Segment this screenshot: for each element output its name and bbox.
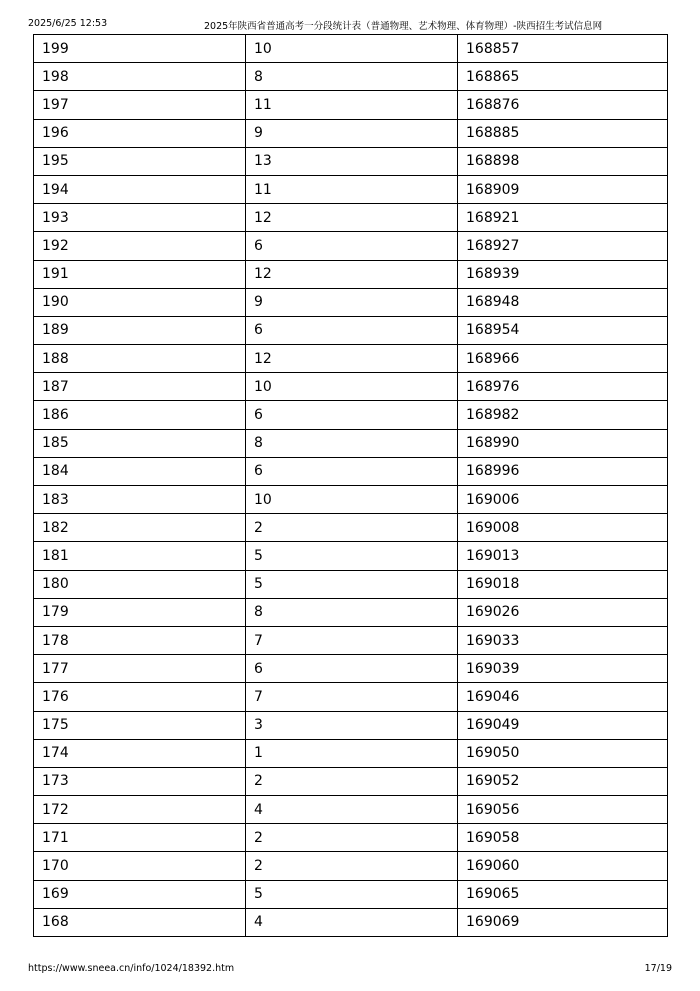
cumulative-cell: 169039 — [458, 655, 668, 683]
table-row — [34, 852, 668, 880]
count-cell: 12 — [246, 345, 458, 373]
cumulative-cell: 169056 — [458, 796, 668, 824]
cumulative-cell: 169006 — [458, 486, 668, 514]
score-cell: 197 — [34, 91, 246, 119]
count-cell: 9 — [246, 288, 458, 316]
table-row — [34, 373, 668, 401]
table-row — [34, 457, 668, 485]
score-cell: 173 — [34, 767, 246, 795]
cumulative-cell: 169065 — [458, 880, 668, 908]
table-body — [34, 35, 668, 937]
score-cell: 180 — [34, 570, 246, 598]
cumulative-cell: 168927 — [458, 232, 668, 260]
count-cell: 4 — [246, 796, 458, 824]
cumulative-cell: 169052 — [458, 767, 668, 795]
cumulative-cell: 169049 — [458, 711, 668, 739]
score-cell: 192 — [34, 232, 246, 260]
table-row — [34, 175, 668, 203]
cumulative-cell: 168954 — [458, 316, 668, 344]
table-row — [34, 147, 668, 175]
table-row — [34, 739, 668, 767]
table-row — [34, 570, 668, 598]
score-cell: 169 — [34, 880, 246, 908]
cumulative-cell: 169013 — [458, 542, 668, 570]
count-cell: 5 — [246, 542, 458, 570]
count-cell: 2 — [246, 824, 458, 852]
score-cell: 178 — [34, 626, 246, 654]
table-row — [34, 35, 668, 63]
count-cell: 11 — [246, 91, 458, 119]
table-row — [34, 908, 668, 936]
cumulative-cell: 169008 — [458, 514, 668, 542]
count-cell: 1 — [246, 739, 458, 767]
cumulative-cell: 169050 — [458, 739, 668, 767]
table-row — [34, 204, 668, 232]
score-cell: 188 — [34, 345, 246, 373]
score-cell: 189 — [34, 316, 246, 344]
score-cell: 168 — [34, 908, 246, 936]
score-cell: 182 — [34, 514, 246, 542]
cumulative-cell: 169046 — [458, 683, 668, 711]
page-title: 2025年陕西省普通高考一分段统计表（普通物理、艺术物理、体育物理）-陕西招生考试信息网 — [204, 21, 603, 32]
count-cell: 8 — [246, 598, 458, 626]
cumulative-cell: 169018 — [458, 570, 668, 598]
score-cell: 194 — [34, 175, 246, 203]
count-cell: 12 — [246, 204, 458, 232]
score-cell: 177 — [34, 655, 246, 683]
table-row — [34, 91, 668, 119]
score-cell: 190 — [34, 288, 246, 316]
score-cell: 181 — [34, 542, 246, 570]
cumulative-cell: 168982 — [458, 401, 668, 429]
count-cell: 2 — [246, 514, 458, 542]
count-cell: 10 — [246, 35, 458, 63]
score-cell: 198 — [34, 63, 246, 91]
score-cell: 186 — [34, 401, 246, 429]
count-cell: 7 — [246, 683, 458, 711]
table-row — [34, 824, 668, 852]
score-cell: 184 — [34, 457, 246, 485]
table-row — [34, 260, 668, 288]
table-row — [34, 345, 668, 373]
count-cell: 5 — [246, 570, 458, 598]
count-cell: 6 — [246, 655, 458, 683]
cumulative-cell: 168948 — [458, 288, 668, 316]
score-cell: 179 — [34, 598, 246, 626]
table-row — [34, 119, 668, 147]
cumulative-cell: 168865 — [458, 63, 668, 91]
count-cell: 5 — [246, 880, 458, 908]
table-row — [34, 63, 668, 91]
score-cell: 176 — [34, 683, 246, 711]
score-cell: 171 — [34, 824, 246, 852]
count-cell: 7 — [246, 626, 458, 654]
table-row — [34, 401, 668, 429]
count-cell: 2 — [246, 852, 458, 880]
count-cell: 13 — [246, 147, 458, 175]
page-url: https://www.sneea.cn/info/1024/18392.htm — [28, 963, 235, 974]
table-row — [34, 542, 668, 570]
table-row — [34, 429, 668, 457]
count-cell: 9 — [246, 119, 458, 147]
score-cell: 196 — [34, 119, 246, 147]
cumulative-cell: 168898 — [458, 147, 668, 175]
table-row — [34, 626, 668, 654]
cumulative-cell: 168976 — [458, 373, 668, 401]
table-row — [34, 796, 668, 824]
page-number: 17/19 — [644, 963, 672, 974]
score-cell: 170 — [34, 852, 246, 880]
count-cell: 10 — [246, 373, 458, 401]
count-cell: 6 — [246, 316, 458, 344]
score-cell: 195 — [34, 147, 246, 175]
print-datetime: 2025/6/25 12:53 — [28, 18, 108, 29]
score-cell: 199 — [34, 35, 246, 63]
count-cell: 8 — [246, 63, 458, 91]
table-row — [34, 514, 668, 542]
cumulative-cell: 168939 — [458, 260, 668, 288]
cumulative-cell: 168921 — [458, 204, 668, 232]
table-row — [34, 288, 668, 316]
score-cell: 185 — [34, 429, 246, 457]
table-row — [34, 232, 668, 260]
cumulative-cell: 168996 — [458, 457, 668, 485]
count-cell: 6 — [246, 457, 458, 485]
table-row — [34, 655, 668, 683]
cumulative-cell: 168990 — [458, 429, 668, 457]
cumulative-cell: 169058 — [458, 824, 668, 852]
score-cell: 175 — [34, 711, 246, 739]
score-cell: 174 — [34, 739, 246, 767]
table-row — [34, 316, 668, 344]
count-cell: 12 — [246, 260, 458, 288]
cumulative-cell: 168885 — [458, 119, 668, 147]
table-row — [34, 486, 668, 514]
count-cell: 4 — [246, 908, 458, 936]
score-distribution-table — [33, 34, 668, 937]
cumulative-cell: 169026 — [458, 598, 668, 626]
table-row — [34, 880, 668, 908]
score-cell: 187 — [34, 373, 246, 401]
count-cell: 6 — [246, 401, 458, 429]
table-row — [34, 711, 668, 739]
score-cell: 191 — [34, 260, 246, 288]
table-row — [34, 598, 668, 626]
cumulative-cell: 168857 — [458, 35, 668, 63]
cumulative-cell: 169033 — [458, 626, 668, 654]
count-cell: 3 — [246, 711, 458, 739]
count-cell: 2 — [246, 767, 458, 795]
score-cell: 193 — [34, 204, 246, 232]
count-cell: 6 — [246, 232, 458, 260]
cumulative-cell: 169060 — [458, 852, 668, 880]
count-cell: 10 — [246, 486, 458, 514]
table-row — [34, 683, 668, 711]
cumulative-cell: 168876 — [458, 91, 668, 119]
score-cell: 183 — [34, 486, 246, 514]
cumulative-cell: 168966 — [458, 345, 668, 373]
cumulative-cell: 169069 — [458, 908, 668, 936]
count-cell: 11 — [246, 175, 458, 203]
table-row — [34, 767, 668, 795]
score-cell: 172 — [34, 796, 246, 824]
cumulative-cell: 168909 — [458, 175, 668, 203]
count-cell: 8 — [246, 429, 458, 457]
